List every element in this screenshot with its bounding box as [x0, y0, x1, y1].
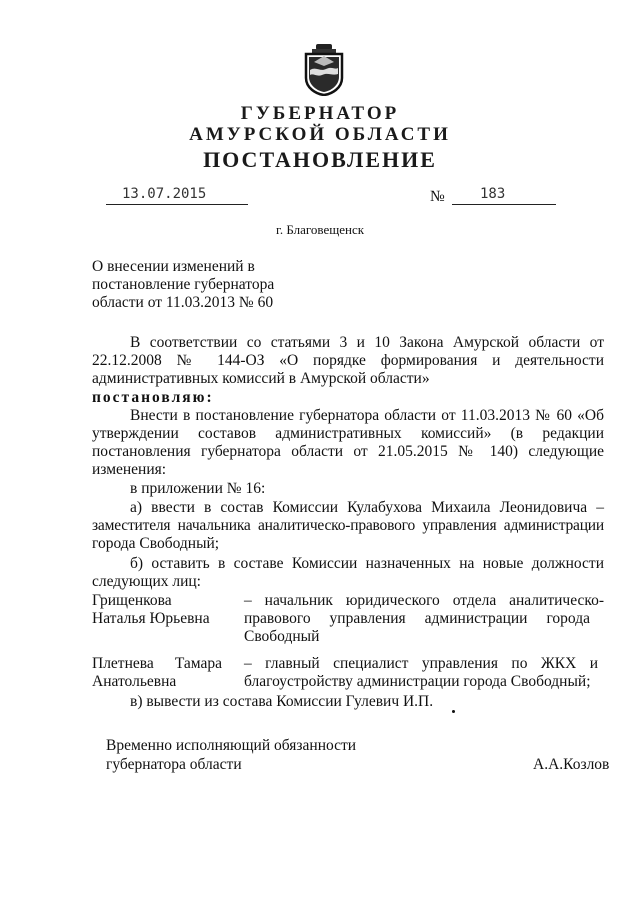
title-line-3: области от 11.03.2013 № 60 [92, 294, 274, 311]
header-region: АМУРСКОЙ ОБЛАСТИ [189, 124, 451, 145]
signatory-role-line-2: губернатора области [106, 756, 242, 773]
change-line-3: постановления губернатора области от 21.05.2015 № 140) следующие [92, 443, 604, 460]
number-underline [452, 204, 556, 205]
person-1-position-line-1: – начальник юридического отдела аналитическо- [244, 592, 604, 609]
preamble-line-1: В соответствии со статьями 3 и 10 Закона Амурской области от [130, 334, 604, 351]
item-b-line-1: б) оставить в составе Комиссии назначенных на новые должности [130, 555, 604, 572]
person-2-position-line-1: – главный специалист управления по ЖКХ и [244, 655, 598, 672]
item-b-line-2: следующих лиц: [92, 573, 201, 590]
item-a-line-2: заместителя начальника аналитическо-правового управления администрации [92, 517, 604, 534]
item-a-line-3: города Свободный; [92, 535, 220, 552]
change-line-2: утверждении составов административных комиссий» (в редакции [92, 425, 604, 442]
item-c-line: в) вывести из состава Комиссии Гулевич И.П. [130, 693, 434, 710]
document-number: 183 [480, 186, 506, 202]
decree-word: постановляю: [92, 389, 214, 406]
signatory-role-line-1: Временно исполняющий обязанности [106, 737, 357, 754]
document-date: 13.07.2015 [122, 186, 207, 202]
number-label: № [430, 188, 445, 205]
city-line: г. Благовещенск [275, 222, 365, 237]
person-2-surname: Плетнева Тамара [92, 655, 222, 672]
header-governor: ГУБЕРНАТОР [240, 103, 400, 124]
scan-dot [452, 710, 455, 713]
document-type: ПОСТАНОВЛЕНИЕ [203, 147, 437, 172]
signatory-name: А.А.Козлов [533, 756, 610, 773]
title-line-2: постановление губернатора [92, 276, 275, 293]
preamble-line-3: административных комиссий в Амурской области» [92, 370, 430, 387]
person-1-surname: Грищенкова [92, 592, 172, 609]
change-line-4: изменения: [92, 461, 167, 478]
title-line-1: О внесении изменений в [92, 258, 255, 275]
person-1-given-name: Наталья Юрьевна [92, 610, 210, 627]
appendix-line: в приложении № 16: [130, 480, 266, 497]
person-1-position-line-2: правового управления администрации города [244, 610, 590, 627]
change-line-1: Внести в постановление губернатора области от 11.03.2013 № 60 «Об [130, 407, 604, 424]
preamble-line-2: 22.12.2008 № 144-ОЗ «О порядке формирования и деятельности [92, 352, 604, 369]
item-a-line-1: а) ввести в состав Комиссии Кулабухова Михаила Леонидовича – [130, 499, 604, 516]
person-1-position-line-3: Свободный [244, 628, 320, 645]
coat-of-arms-emblem [302, 42, 346, 96]
date-underline [106, 204, 248, 205]
person-2-given-name: Анатольевна [92, 673, 177, 690]
person-2-position-line-2: благоустройству администрации города Свободный; [244, 673, 591, 690]
